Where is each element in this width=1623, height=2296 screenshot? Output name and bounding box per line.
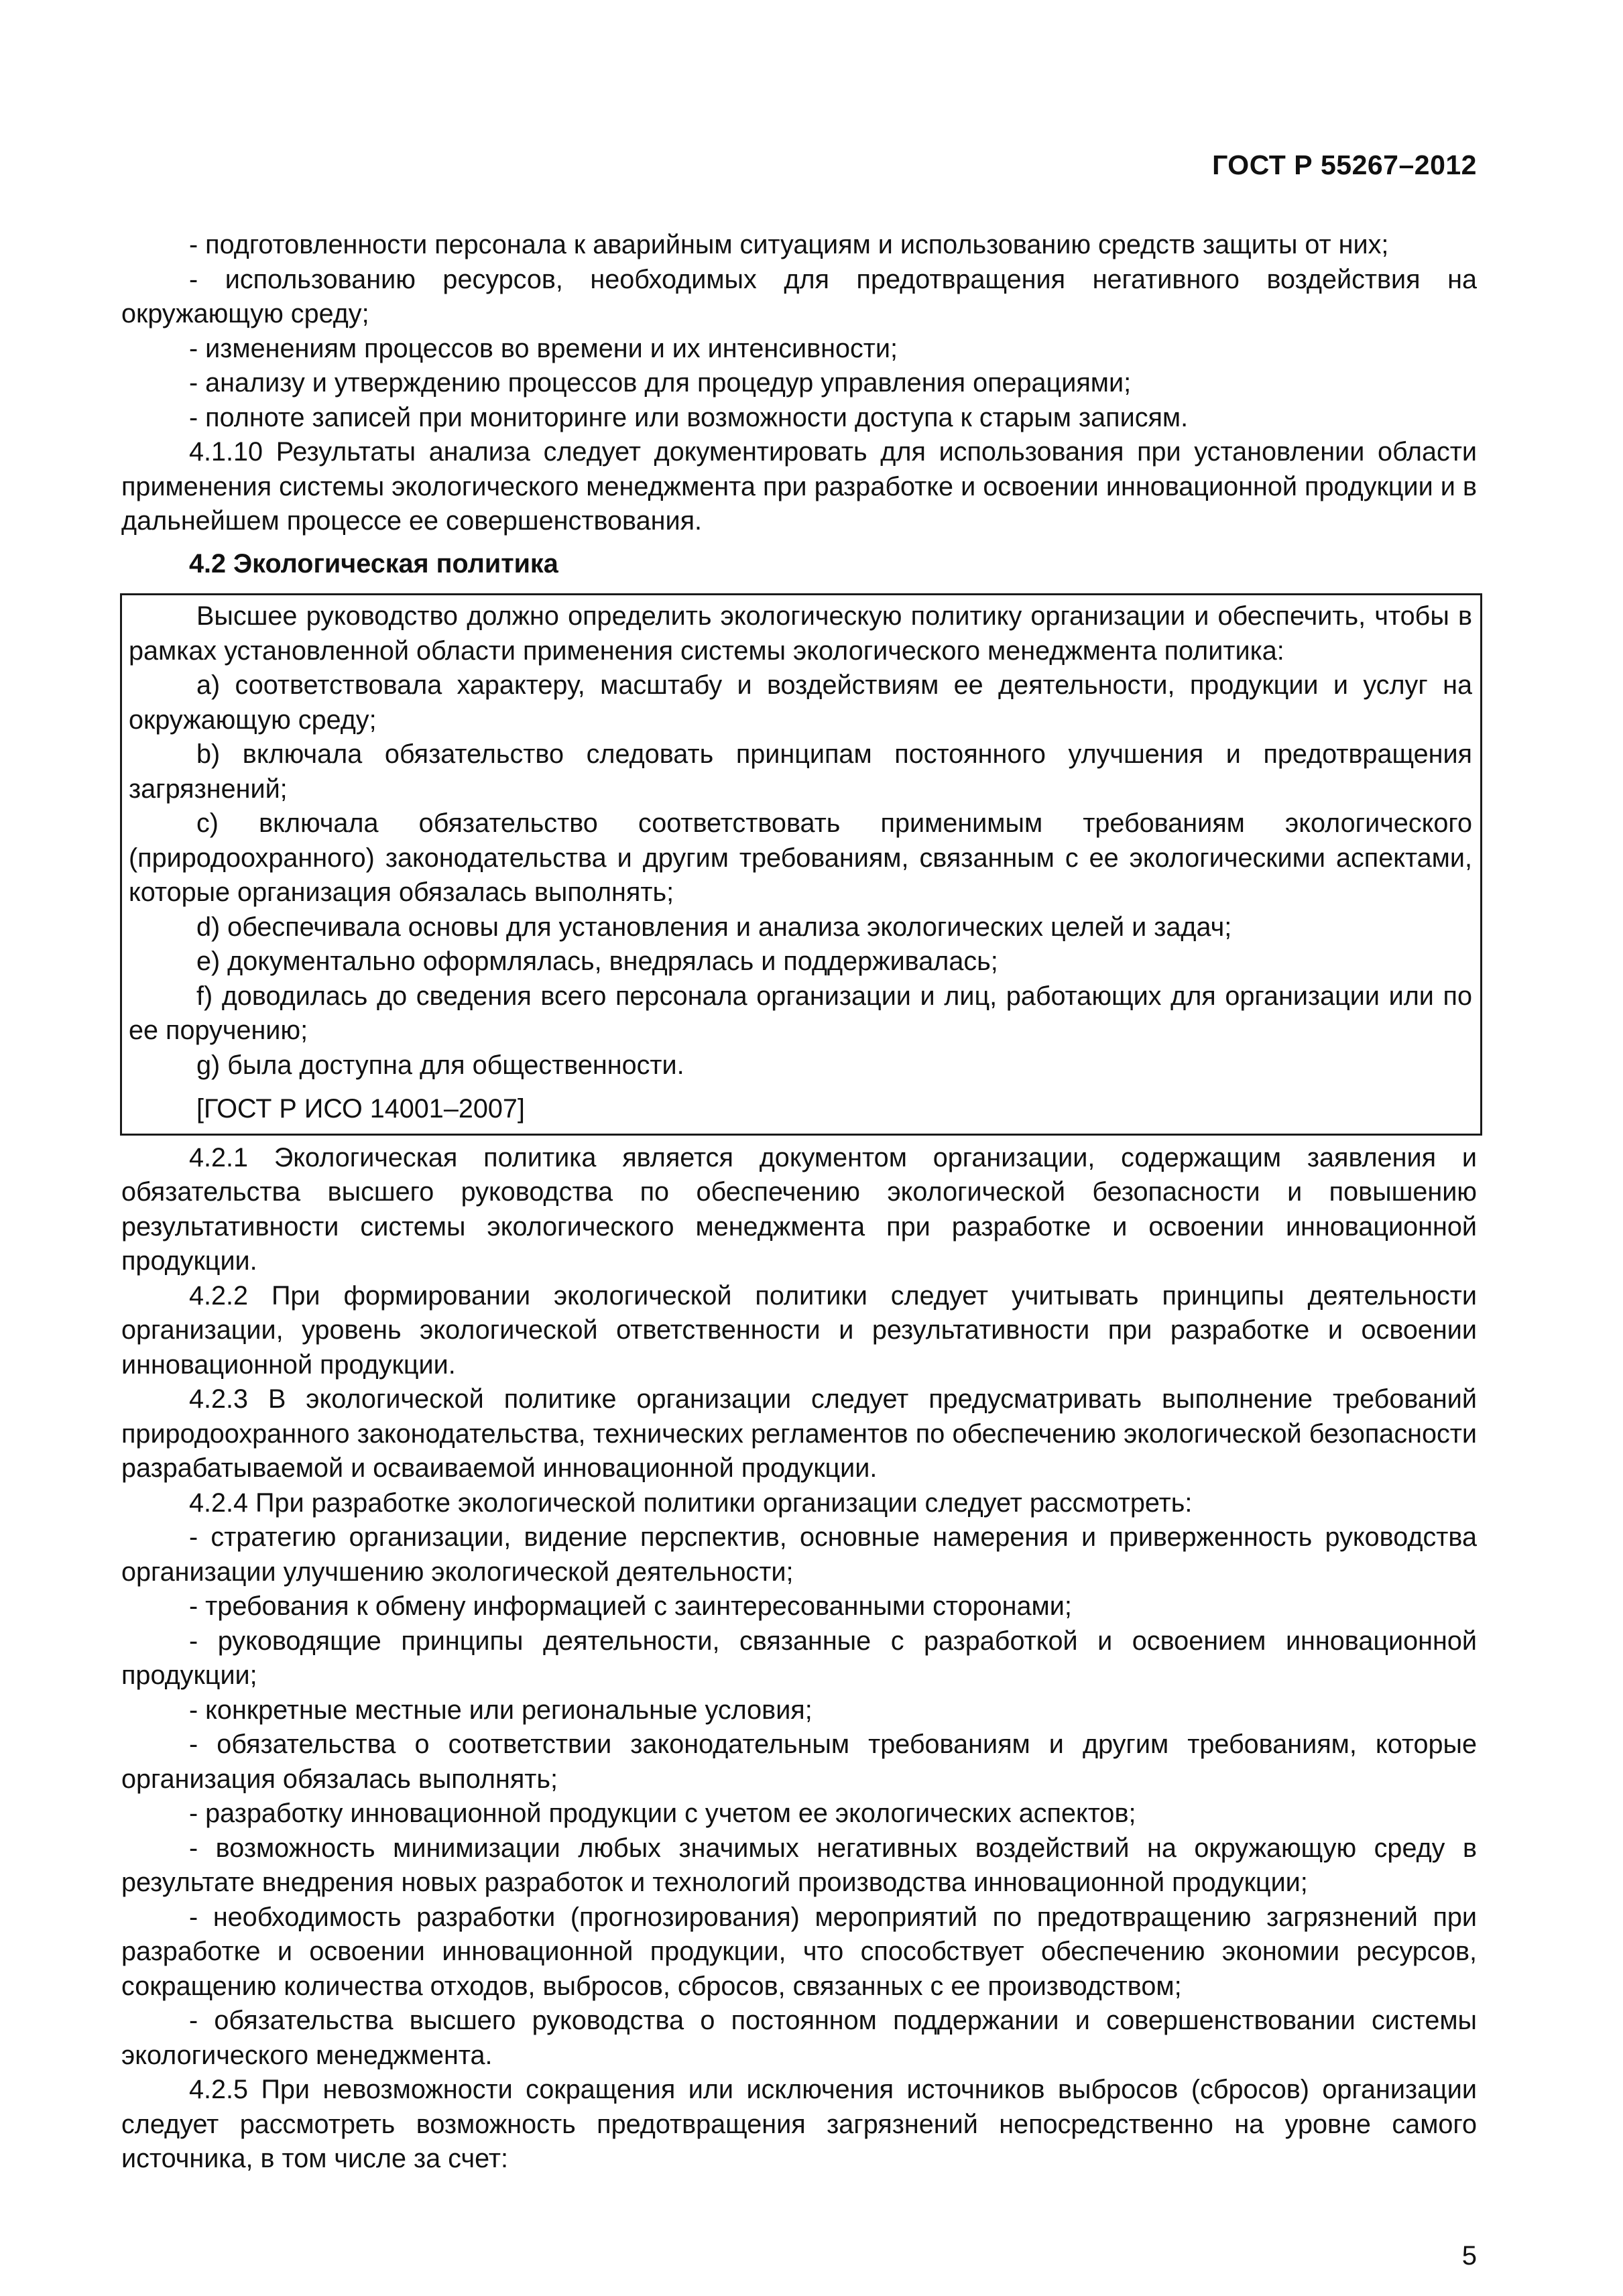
paragraph-4-2-4: 4.2.4 При разработке экологической политики организации следует рассмотреть: (189, 1488, 1193, 1518)
paragraph-4-2-5: 4.2.5 При невозможности сокращения или исключения источников выбросов (сбросов) организации следует рассмотреть возможность предотвращения загрязнений непосредственно на уровне самого источника, в том числе за счет: (121, 2075, 1477, 2173)
paragraph-4-1-10: 4.1.10 Результаты анализа следует документировать для использования при установлении области применения системы экологического менеджмента при разработке и освоении инновационной продукции и в дальнейшем процессе ее совершенствования. (121, 437, 1477, 536)
paragraph-4-2-3: 4.2.3 В экологической политике организации следует предусматривать выполнение требований природоохранного законодательства, технических регламентов по обеспечению экологической безопасности разрабатываемой и осваиваемой инновационной продукции. (121, 1384, 1477, 1483)
box-list-item: e) документально оформлялась, внедрялась и поддерживалась; (196, 947, 998, 976)
paragraph-4-2-2: 4.2.2 При формировании экологической политики следует учитывать принципы деятельности организации, уровень экологической ответственности и результативности при разработке и освоении инновационной продукции. (121, 1280, 1477, 1380)
box-list-item: d) обеспечивала основы для установления и анализа экологических целей и задач; (196, 912, 1232, 942)
box-list-item: a) соответствовала характеру, масштабу и воздействиям ее деятельности, продукции и услуг на окружающую среду; (129, 670, 1472, 735)
list-item-4-2-4: - обязательства высшего руководства о постоянном поддержании и совершенствовании системы экологического менеджмента. (121, 2006, 1477, 2070)
list-item-4-2-4: - обязательства о соответствии законодательным требованиям и другим требованиям, которые организация обязалась выполнять; (121, 1730, 1477, 1794)
list-item-4-2-4: - возможность минимизации любых значимых негативных воздействий на окружающую среду в результате внедрения новых разработок и технологий производства инновационной продукции; (121, 1833, 1477, 1897)
box-list-item: b) включала обязательство следовать принципам постоянного улучшения и предотвращения загрязнений; (129, 739, 1472, 804)
quoted-standard-box (120, 593, 1482, 1136)
list-item-4-2-4: - стратегию организации, видение перспектив, основные намерения и приверженность руководства организации улучшению экологической деятельности; (121, 1522, 1477, 1587)
intro-list-item: - изменениям процессов во времени и их интенсивности; (189, 333, 898, 363)
paragraph-4-2-1: 4.2.1 Экологическая политика является документом организации, содержащим заявления и обязательства высшего руководства по обеспечению экологической безопасности и повышению результативности системы экологического менеджмента при разработке и освоении инновационной продукции. (121, 1142, 1477, 1276)
document-body (121, 228, 1477, 2177)
list-item-4-2-4: - разработку инновационной продукции с учетом ее экологических аспектов; (189, 1799, 1136, 1828)
intro-list-item: - подготовленности персонала к аварийным ситуациям и использованию средств защиты от них; (189, 230, 1389, 259)
box-source-reference: [ГОСТ Р ИСО 14001–2007] (196, 1094, 525, 1124)
box-list-item: f) доводилась до сведения всего персонала организации и лиц, работающих для организации или по ее поручению; (129, 981, 1472, 1045)
intro-list-item: - использованию ресурсов, необходимых для предотвращения негативного воздействия на окружающую среду; (121, 264, 1477, 328)
list-item-4-2-4: - конкретные местные или региональные условия; (189, 1695, 813, 1725)
section-title-4-2: 4.2 Экологическая политика (189, 548, 558, 579)
list-item-4-2-4: - требования к обмену информацией с заинтересованными сторонами; (189, 1591, 1072, 1621)
document-code-header: ГОСТ Р 55267–2012 (1212, 149, 1477, 180)
intro-list-item: - полноте записей при мониторинге или возможности доступа к старым записям. (189, 402, 1189, 432)
box-list-item: g) была доступна для общественности. (196, 1050, 684, 1080)
list-item-4-2-4: - необходимость разработки (прогнозирования) мероприятий по предотвращению загрязнений при разработке и освоении инновационной продукции, что способствует обеспечению экономии ресурсов, сокращению количества отходов, выбросов, сбросов, связанных с ее производством; (121, 1902, 1477, 2001)
box-intro: Высшее руководство должно определить экологическую политику организации и обеспечить, чтобы в рамках установленной области применения системы экологического менеджмента политика: (129, 601, 1472, 666)
page-number: 5 (1461, 2241, 1477, 2271)
intro-list-item: - анализу и утверждению процессов для процедур управления операциями; (189, 368, 1132, 398)
box-list-item: c) включала обязательство соответствовать применимым требованиям экологического (природоохранного) законодательства и другим требованиям, связанным с ее экологическими аспектами, которые организация обязалась выполнять; (129, 808, 1472, 907)
list-item-4-2-4: - руководящие принципы деятельности, связанные с разработкой и освоением инновационной продукции; (121, 1626, 1477, 1690)
